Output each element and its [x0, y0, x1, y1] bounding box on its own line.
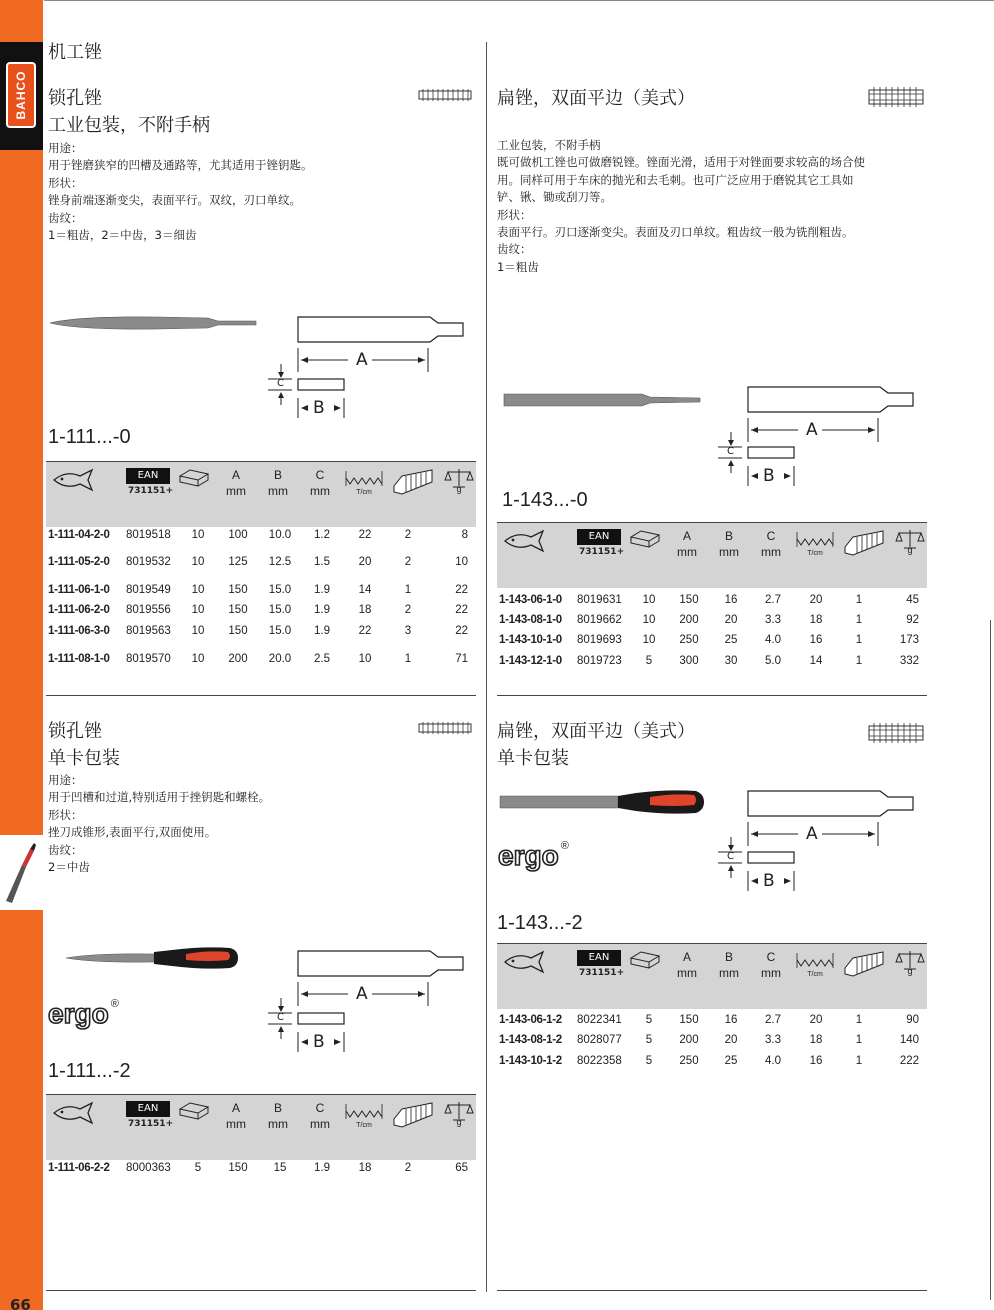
col-teeth-unit: T/cm — [807, 550, 823, 557]
ean-label: EAN — [577, 950, 621, 966]
table-cell: 5 — [645, 1034, 653, 1046]
col-header-a: A — [231, 1101, 240, 1115]
dim-b-label: B — [763, 871, 775, 891]
table-cell: 1 — [855, 614, 863, 626]
table-cell: 15.0 — [268, 625, 292, 637]
table-header — [46, 461, 476, 527]
package-icon — [176, 466, 212, 488]
table-cell: 12.5 — [268, 556, 292, 568]
block-description — [497, 137, 865, 276]
table-row — [46, 653, 476, 669]
col-header-c: C — [315, 468, 325, 482]
block-title: 锁孔锉 — [48, 721, 102, 742]
table-cell: 10 — [191, 604, 205, 616]
article-number: 1-111-06-3-0 — [48, 625, 110, 637]
package-icon — [627, 527, 663, 549]
table-cell: 18 — [809, 614, 823, 626]
table-cell: 15 — [273, 1162, 287, 1174]
table-cell: 10 — [191, 584, 205, 596]
desc-line: 表面平行。刃口逐渐变尖。表面及刃口单纹。粗齿纹一般为铣削粗齿。 — [497, 225, 854, 240]
spec-table — [497, 522, 927, 694]
block-description — [48, 772, 270, 876]
table-cell: 18 — [358, 604, 372, 616]
table-cell: 10.0 — [268, 529, 292, 541]
table-cell: 8019631 — [577, 594, 622, 606]
table-row — [46, 584, 476, 600]
table-cell: 1 — [855, 634, 863, 646]
column-divider — [486, 42, 487, 1292]
ergo-logo: ergo ® — [48, 998, 119, 1029]
table-cell: 4.0 — [765, 634, 781, 646]
table-cell: 22 — [358, 529, 372, 541]
table-cell: 200 — [228, 653, 248, 665]
article-number: 1-143-08-1-2 — [499, 1034, 562, 1046]
table-cell: 1.5 — [314, 556, 330, 568]
table-cell: 10 — [642, 614, 656, 626]
dim-c-label: C — [727, 851, 734, 862]
table-header — [46, 1094, 476, 1160]
table-cell: 150 — [679, 594, 699, 606]
table-cell: 16 — [809, 634, 823, 646]
table-cell: 1 — [855, 1014, 863, 1026]
col-unit-b: mm — [268, 1117, 288, 1131]
table-cell: 10 — [642, 594, 656, 606]
section-title: 机工锉 — [48, 42, 102, 63]
table-row — [497, 1014, 927, 1030]
cut-pattern-icon — [841, 525, 887, 559]
ean-label: EAN — [577, 529, 621, 545]
table-row — [497, 1034, 927, 1050]
ergo-knife-file-image — [64, 944, 240, 972]
block-divider — [497, 1290, 927, 1291]
desc-line: 齿纹： — [497, 242, 532, 257]
col-unit-a: mm — [677, 545, 697, 559]
block-title: 锁孔锉 — [48, 88, 102, 109]
desc-line: 形状： — [48, 175, 83, 190]
block-divider — [46, 695, 476, 696]
article-number: 1-111-06-2-2 — [48, 1162, 110, 1174]
table-cell: 1.2 — [314, 529, 330, 541]
table-cell: 332 — [899, 655, 919, 667]
col-unit-a: mm — [226, 484, 246, 498]
table-cell: 150 — [679, 1014, 699, 1026]
fish-shape-icon — [50, 1101, 96, 1125]
table-cell: 1 — [404, 653, 412, 665]
table-cell: 71 — [455, 653, 468, 665]
table-header — [497, 522, 927, 588]
table-cell: 20 — [809, 594, 823, 606]
table-cell: 2.5 — [314, 653, 330, 665]
model-number: 1-111...-2 — [48, 1060, 131, 1082]
desc-line: 用途： — [48, 773, 83, 787]
spec-table — [46, 461, 476, 691]
table-cell: 3 — [404, 625, 412, 637]
table-cell: 22 — [455, 604, 468, 616]
article-number: 1-143-12-1-0 — [499, 655, 562, 667]
table-cell: 250 — [679, 634, 699, 646]
table-cell: 5 — [645, 1055, 653, 1067]
col-header-a: A — [231, 468, 240, 482]
block-divider — [46, 1290, 476, 1291]
model-number: 1-143...-0 — [502, 489, 588, 511]
table-cell: 3.3 — [765, 614, 781, 626]
right-edge-divider — [990, 620, 991, 1300]
table-row — [46, 529, 476, 545]
package-icon — [176, 1099, 212, 1121]
col-weight-unit: g — [907, 545, 913, 555]
table-cell: 10 — [358, 653, 372, 665]
article-number: 1-111-08-1-0 — [48, 653, 110, 665]
block-subtitle: 单卡包装 — [497, 748, 569, 769]
desc-line: 铲、锹、锄或刮刀等。 — [497, 190, 612, 205]
table-cell: 4.0 — [765, 1055, 781, 1067]
block-subtitle: 单卡包装 — [48, 748, 120, 769]
package-icon — [627, 948, 663, 970]
flat-file-image — [502, 390, 702, 410]
desc-line: 挫刀成锥形,表面平行,双面使用。 — [48, 825, 217, 840]
dim-c-label: C — [277, 1012, 284, 1023]
table-cell: 100 — [228, 529, 248, 541]
desc-line: 齿纹： — [48, 210, 83, 225]
page-number: 66 — [10, 1296, 31, 1310]
table-cell: 250 — [679, 1055, 699, 1067]
table-row — [46, 556, 476, 572]
block-subtitle: 工业包装，不附手柄 — [48, 115, 210, 136]
table-cell: 45 — [906, 594, 919, 606]
table-cell: 10 — [455, 556, 468, 568]
table-cell: 150 — [228, 604, 248, 616]
table-row — [497, 634, 927, 650]
table-row — [497, 614, 927, 630]
table-cell: 20 — [809, 1014, 823, 1026]
col-header-b: B — [273, 468, 282, 482]
col-unit-b: mm — [719, 966, 739, 980]
table-cell: 1 — [855, 594, 863, 606]
article-number: 1-111-05-2-0 — [48, 556, 110, 568]
dim-a-label: A — [806, 420, 818, 440]
table-cell: 150 — [228, 625, 248, 637]
col-header-a: A — [682, 529, 691, 543]
table-cell: 2 — [404, 1162, 412, 1174]
ean-prefix: 731151+ — [128, 486, 174, 496]
table-cell: 8022341 — [577, 1014, 622, 1026]
table-cell: 173 — [899, 634, 919, 646]
desc-line: 1＝粗齿 — [497, 259, 539, 274]
block-title: 扁锉，双面平边（美式） — [497, 721, 695, 742]
table-cell: 14 — [358, 584, 372, 596]
table-row — [46, 604, 476, 620]
article-number: 1-111-06-1-0 — [48, 584, 110, 596]
desc-line: 形状： — [48, 807, 83, 822]
table-cell: 16 — [724, 594, 738, 606]
block-divider — [497, 695, 927, 696]
table-cell: 8000363 — [126, 1162, 171, 1174]
table-cell: 10 — [191, 556, 205, 568]
article-number: 1-111-06-2-0 — [48, 604, 110, 616]
table-cell: 140 — [899, 1034, 919, 1046]
top-rule — [44, 0, 994, 1]
table-cell: 3.3 — [765, 1034, 781, 1046]
table-header — [497, 943, 927, 1009]
dim-a-label: A — [356, 350, 368, 370]
col-teeth-unit: T/cm — [356, 489, 372, 496]
table-cell: 20.0 — [268, 653, 292, 665]
table-cell: 8 — [461, 529, 468, 541]
spec-table — [46, 1094, 476, 1184]
file-tool-tab-icon — [0, 835, 43, 910]
table-cell: 5 — [645, 1014, 653, 1026]
table-cell: 20 — [724, 614, 738, 626]
ergo-logo: ergo ® — [498, 840, 569, 871]
col-teeth-unit: T/cm — [356, 1122, 372, 1129]
dim-c-label: C — [277, 378, 284, 389]
table-row — [497, 1055, 927, 1071]
block-title: 扁锉，双面平边（美式） — [497, 88, 695, 109]
col-header-b: B — [724, 529, 733, 543]
table-cell: 150 — [228, 1162, 248, 1174]
fish-shape-icon — [50, 468, 96, 492]
ean-label: EAN — [126, 468, 170, 484]
table-cell: 1.9 — [314, 1162, 330, 1174]
table-cell: 90 — [906, 1014, 919, 1026]
desc-line: 1＝粗齿，2＝中齿，3＝细齿 — [48, 228, 197, 243]
model-number: 1-111...-0 — [48, 426, 131, 448]
table-cell: 1 — [855, 655, 863, 667]
dim-a-label: A — [356, 984, 368, 1004]
table-cell: 5 — [645, 655, 653, 667]
dim-a-label: A — [806, 824, 818, 844]
col-unit-c: mm — [761, 966, 781, 980]
cut-pattern-icon — [390, 464, 436, 498]
table-cell: 5 — [194, 1162, 202, 1174]
table-cell: 8022358 — [577, 1055, 622, 1067]
table-cell: 150 — [228, 584, 248, 596]
table-cell: 8019723 — [577, 655, 622, 667]
col-header-c: C — [315, 1101, 325, 1115]
table-cell: 222 — [899, 1055, 919, 1067]
col-header-c: C — [766, 529, 776, 543]
desc-line: 用途： — [48, 141, 83, 155]
table-cell: 1 — [404, 584, 412, 596]
table-cell: 14 — [809, 655, 823, 667]
table-cell: 8019570 — [126, 653, 171, 665]
table-cell: 8019556 — [126, 604, 171, 616]
table-cell: 10 — [191, 625, 205, 637]
dim-b-label: B — [763, 466, 775, 486]
table-cell: 18 — [809, 1034, 823, 1046]
col-header-b: B — [724, 950, 733, 964]
desc-line: 用于锉磨狭窄的凹槽及通路等，尤其适用于锉钥匙。 — [48, 158, 313, 173]
table-cell: 15.0 — [268, 584, 292, 596]
knife-file-image — [48, 312, 258, 334]
col-header-a: A — [682, 950, 691, 964]
file-pattern-icon — [418, 721, 472, 735]
article-number: 1-143-10-1-2 — [499, 1055, 562, 1067]
table-cell: 125 — [228, 556, 248, 568]
col-unit-a: mm — [677, 966, 697, 980]
table-cell: 25 — [724, 1055, 738, 1067]
col-header-c: C — [766, 950, 776, 964]
desc-line: 用于凹槽和过道,特别适用于挫钥匙和螺栓。 — [48, 790, 271, 805]
table-cell: 25 — [724, 634, 738, 646]
table-cell: 20 — [358, 556, 372, 568]
table-cell: 5.0 — [765, 655, 781, 667]
table-cell: 200 — [679, 614, 699, 626]
table-cell: 200 — [679, 1034, 699, 1046]
article-number: 1-143-10-1-0 — [499, 634, 562, 646]
article-number: 1-143-08-1-0 — [499, 614, 562, 626]
article-number: 1-143-06-1-0 — [499, 594, 562, 606]
file-pattern-icon — [868, 86, 924, 108]
table-cell: 8019518 — [126, 529, 171, 541]
table-cell: 10 — [191, 653, 205, 665]
file-pattern-icon — [418, 88, 472, 102]
desc-line: 形状： — [497, 207, 532, 222]
table-cell: 15.0 — [268, 604, 292, 616]
col-weight-unit: g — [456, 1117, 462, 1127]
table-cell: 30 — [724, 655, 738, 667]
dim-b-label: B — [313, 1032, 325, 1052]
model-number: 1-143...-2 — [497, 912, 583, 934]
table-cell: 8019549 — [126, 584, 171, 596]
dim-b-label: B — [313, 398, 325, 418]
col-unit-c: mm — [761, 545, 781, 559]
col-header-b: B — [273, 1101, 282, 1115]
desc-line: 锉身前端逐渐变尖，表面平行。双纹，刃口单纹。 — [48, 193, 301, 208]
table-cell: 2 — [404, 529, 412, 541]
block-description — [48, 140, 313, 244]
table-cell: 16 — [724, 1014, 738, 1026]
dim-c-label: C — [727, 446, 734, 457]
file-pattern-icon — [868, 722, 924, 744]
table-row — [46, 625, 476, 641]
desc-line: 2＝中齿 — [48, 860, 90, 875]
table-cell: 22 — [358, 625, 372, 637]
table-cell: 8028077 — [577, 1034, 622, 1046]
table-cell: 300 — [679, 655, 699, 667]
table-cell: 8019693 — [577, 634, 622, 646]
desc-line: 既可做机工锉也可做磨锐锉。锉面光滑，适用于对锉面要求较高的场合使 — [497, 155, 865, 170]
table-cell: 18 — [358, 1162, 372, 1174]
col-unit-c: mm — [310, 484, 330, 498]
article-number: 1-111-04-2-0 — [48, 529, 110, 541]
table-cell: 8019563 — [126, 625, 171, 637]
table-cell: 2.7 — [765, 1014, 781, 1026]
table-cell: 1 — [855, 1055, 863, 1067]
table-cell: 8019662 — [577, 614, 622, 626]
fish-shape-icon — [501, 950, 547, 974]
fish-shape-icon — [501, 529, 547, 553]
cut-pattern-icon — [390, 1097, 436, 1131]
table-cell: 22 — [455, 625, 468, 637]
table-cell: 2.7 — [765, 594, 781, 606]
table-row — [46, 1162, 476, 1178]
cut-pattern-icon — [841, 946, 887, 980]
table-cell: 1.9 — [314, 604, 330, 616]
desc-line: 齿纹： — [48, 842, 83, 857]
spec-table — [497, 943, 927, 1083]
table-cell: 1.9 — [314, 584, 330, 596]
table-cell: 22 — [455, 584, 468, 596]
table-cell: 1.9 — [314, 625, 330, 637]
side-bar — [0, 0, 43, 1310]
table-cell: 2 — [404, 604, 412, 616]
table-cell: 1 — [855, 1034, 863, 1046]
table-cell: 16 — [809, 1055, 823, 1067]
col-weight-unit: g — [456, 484, 462, 494]
col-weight-unit: g — [907, 966, 913, 976]
col-unit-a: mm — [226, 1117, 246, 1131]
table-cell: 10 — [642, 634, 656, 646]
table-cell: 20 — [724, 1034, 738, 1046]
ean-prefix: 731151+ — [579, 547, 625, 557]
table-cell: 65 — [455, 1162, 468, 1174]
col-unit-c: mm — [310, 1117, 330, 1131]
table-row — [497, 655, 927, 671]
ean-label: EAN — [126, 1101, 170, 1117]
col-unit-b: mm — [268, 484, 288, 498]
article-number: 1-143-06-1-2 — [499, 1014, 562, 1026]
ean-prefix: 731151+ — [579, 968, 625, 978]
ean-prefix: 731151+ — [128, 1119, 174, 1129]
table-row — [497, 594, 927, 610]
col-teeth-unit: T/cm — [807, 971, 823, 978]
table-cell: 10 — [191, 529, 205, 541]
table-cell: 8019532 — [126, 556, 171, 568]
desc-line: 工业包装，不附手柄 — [497, 138, 601, 152]
table-cell: 92 — [906, 614, 919, 626]
desc-line: 用。同样可用于车床的抛光和去毛刺。也可广泛应用于磨锐其它工具如 — [497, 172, 854, 187]
ergo-flat-file-image — [498, 788, 708, 816]
bahco-logo: BAHCO — [6, 62, 36, 128]
table-cell: 2 — [404, 556, 412, 568]
col-unit-b: mm — [719, 545, 739, 559]
